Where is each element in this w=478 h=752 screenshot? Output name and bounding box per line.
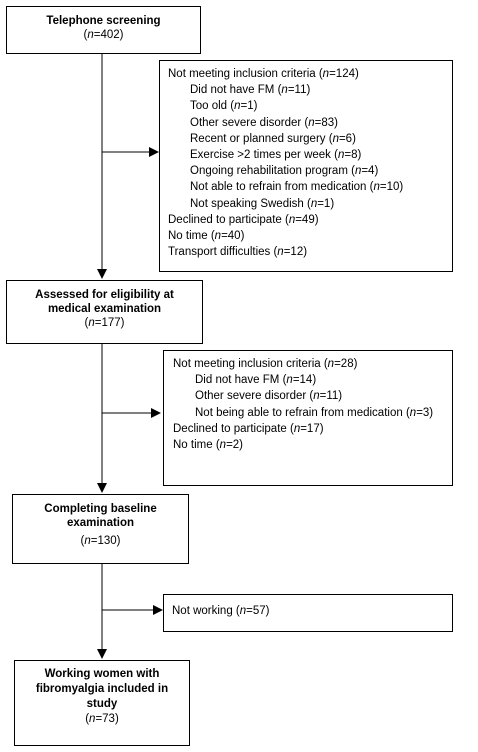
exclusion-label: Did not have FM (	[190, 84, 282, 97]
exclusion-item: Other severe disorder (n=83)	[190, 116, 338, 129]
box-exclusion-screening	[159, 60, 453, 272]
exclusion-label: Other severe disorder (	[190, 116, 309, 129]
exclusion-label: Did not have FM (	[195, 374, 287, 387]
exclusion-count: =4)	[361, 165, 379, 178]
exclusion-item: No time (n=40)	[168, 230, 245, 243]
box-count: (n=73)	[85, 713, 119, 725]
exclusion-item: Not speaking Swedish (n=1)	[190, 197, 335, 210]
exclusion-item: Not meeting inclusion criteria (n=124)	[168, 68, 359, 80]
exclusion-item: Declined to participate (n=49)	[168, 213, 319, 226]
exclusion-count: =3)	[416, 406, 434, 419]
exclusion-count: =10)	[379, 181, 404, 194]
box-title-line: Completing baseline	[44, 503, 157, 515]
exclusion-label: Transport difficulties (	[168, 246, 278, 259]
exclusion-label: Exercise >2 times per week (	[190, 149, 338, 162]
box-title-line: examination	[66, 517, 135, 529]
exclusion-count: =11)	[287, 84, 311, 97]
exclusion-count: =12)	[283, 246, 308, 259]
exclusion-label: Ongoing rehabilitation program (	[190, 165, 355, 178]
exclusion-count: =17)	[300, 422, 324, 435]
exclusion-label: Not working (	[172, 605, 240, 617]
exclusion-item: Transport difficulties (n=12)	[168, 246, 308, 259]
exclusion-label: Other severe disorder (	[195, 390, 314, 403]
exclusion-label: Too old (	[190, 100, 235, 113]
box-title: Telephone screening	[46, 15, 161, 27]
exclusion-label: Declined to participate (	[168, 213, 289, 226]
box-title-line: Working women with	[44, 668, 160, 680]
exclusion-item: Exercise >2 times per week (n=8)	[190, 149, 362, 162]
exclusion-label: Not speaking Swedish (	[190, 197, 311, 210]
exclusion-item: No time (n=2)	[173, 439, 244, 452]
exclusion-count: =1)	[240, 100, 258, 113]
exclusion-item: Not meeting inclusion criteria (n=28)	[173, 358, 358, 370]
exclusion-count: =49)	[295, 213, 319, 226]
exclusion-count: =1)	[317, 197, 335, 210]
box-assessed-eligibility	[6, 280, 203, 344]
exclusion-label: Declined to participate (	[173, 422, 294, 435]
exclusion-item: Not working (n=57)	[172, 605, 270, 617]
box-count: (n=402)	[83, 29, 124, 41]
exclusion-label: Recent or planned surgery (	[190, 132, 333, 145]
exclusion-count: =124)	[329, 68, 359, 80]
exclusion-label: Not meeting inclusion criteria (	[173, 358, 328, 370]
exclusion-label: No time (	[168, 230, 215, 243]
box-title-line: medical examination	[47, 303, 162, 315]
exclusion-label: Not meeting inclusion criteria (	[168, 68, 323, 80]
exclusion-item: Did not have FM (n=11)	[190, 84, 311, 97]
box-count: (n=177)	[84, 317, 125, 329]
box-telephone-screening	[6, 6, 201, 54]
box-completing-baseline	[12, 494, 189, 564]
exclusion-label: Not being able to refrain from medication (	[195, 406, 410, 419]
exclusion-count: =2)	[226, 439, 244, 452]
exclusion-count: =11)	[319, 390, 343, 403]
box-included-study	[14, 660, 190, 746]
exclusion-item: Not being able to refrain from medication (n=3)	[195, 406, 434, 419]
box-title-line: Assessed for eligibility at	[35, 289, 174, 301]
exclusion-item: Other severe disorder (n=11)	[195, 390, 343, 403]
exclusion-label: Not able to refrain from medication (	[190, 181, 374, 194]
exclusion-item: Recent or planned surgery (n=6)	[190, 132, 356, 145]
exclusion-count: =40)	[221, 230, 245, 243]
exclusion-count: =8)	[344, 149, 362, 162]
exclusion-item: Ongoing rehabilitation program (n=4)	[190, 165, 379, 178]
box-exclusion-baseline	[163, 594, 453, 632]
exclusion-item: Declined to participate (n=17)	[173, 422, 324, 435]
exclusion-item: Too old (n=1)	[190, 100, 258, 113]
exclusion-item: Did not have FM (n=14)	[195, 374, 317, 387]
box-exclusion-medical	[163, 350, 453, 486]
exclusion-count: =28)	[334, 358, 358, 370]
exclusion-item: Not able to refrain from medication (n=10)	[190, 181, 404, 194]
exclusion-count: =14)	[292, 374, 317, 387]
exclusion-label: No time (	[173, 439, 220, 452]
exclusion-count: =6)	[338, 132, 356, 145]
exclusion-count: =83)	[314, 116, 338, 129]
box-title-line: study	[86, 698, 118, 710]
box-count: (n=130)	[80, 535, 121, 547]
box-title-line: fibromyalgia included in	[35, 683, 169, 695]
exclusion-count: =57)	[246, 605, 270, 617]
